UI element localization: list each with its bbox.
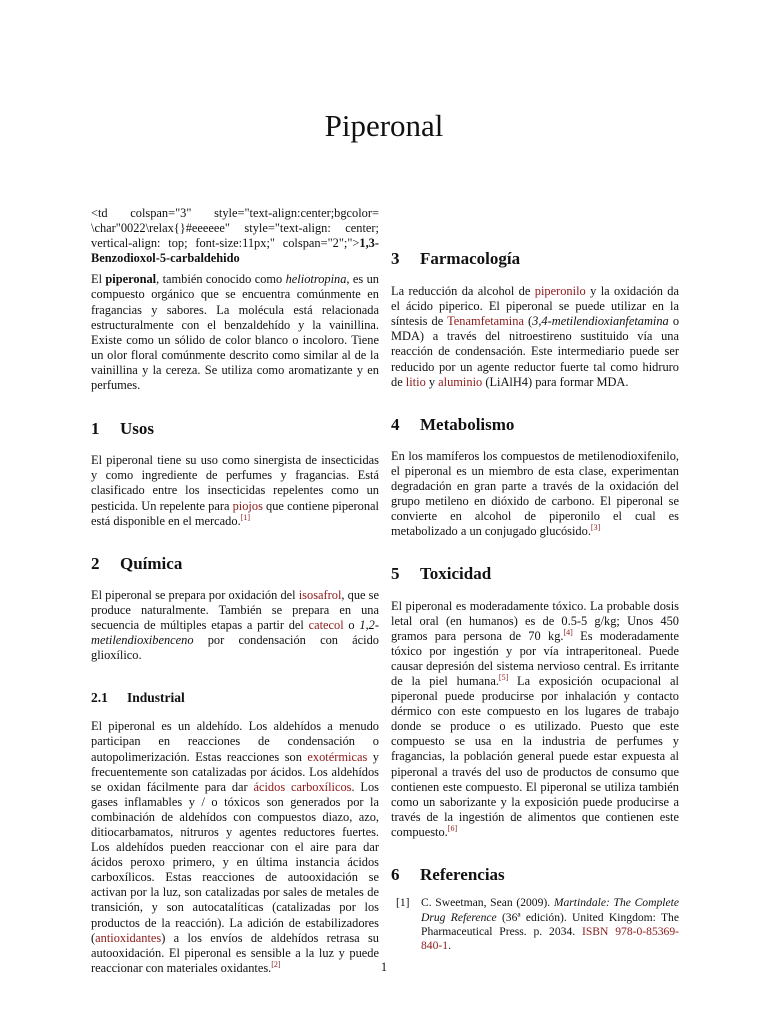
link-catecol[interactable]: catecol: [308, 617, 344, 632]
usos-paragraph: [91, 453, 379, 528]
link-tenamfetamina[interactable]: Tenamfetamina: [447, 314, 524, 329]
section-heading-metabolismo: [391, 414, 679, 434]
text-run: o MDA) a través del nitroestireno sustituido vía una reacción de condensación. Este intermediario puede ser reducido por un agente reductor fuerte tal como hidruro de: [391, 314, 680, 389]
link-antioxidantes[interactable]: antioxidantes: [95, 930, 162, 945]
text-run: que contiene piperonal está disponible en el mercado.: [91, 498, 379, 528]
reference-number: [1]: [396, 896, 410, 910]
section-heading-toxicidad: [391, 564, 679, 584]
infobox-code: <td colspan="3" style="text-align:center;bgcolor= \char"0022\relax{}#eeeeee" style="text-align: center; vertical-align: top; font-size:11px;" colspan="2";">: [91, 206, 379, 251]
infobox-bold-name: 1,3-Benzodioxol-5-carbaldehido: [91, 236, 379, 266]
text-run: y: [425, 374, 439, 389]
link-litio[interactable]: litio: [405, 374, 426, 389]
text-run: (: [523, 314, 533, 329]
citation-link[interactable]: [4]: [563, 627, 573, 637]
citation-link[interactable]: [3]: [590, 523, 601, 533]
text-run: , también conocido como: [156, 272, 286, 287]
text-run: ) a los envíos de aldehídos retrasa su autooxidación. El piperonal es sensible a la luz y puede reaccionar con materiales oxidantes.: [91, 930, 379, 975]
text-run: El piperonal tiene su uso como sinergista de insecticidas y como ingrediente de perfumes y fragancias. Está clasificado entre los insecticidas repelentes como un pesticida. Un repelente para: [91, 453, 379, 513]
text-run: , es un compuesto orgánico que se encuentra comúnmente en fragancias y sabores. La molécula está relacionada estructuralmente con el benzaldehído y la vainillina. Existe como un sólido de color blanco o incoloro. Tiene un olor floral comúnmente descrito como similar al de la vainillina y la cereza. Se utiliza como aromatizante y en perfumes.: [91, 272, 379, 393]
text-run: C. Sweetman, Sean (2009).: [421, 896, 554, 910]
link-piojos[interactable]: piojos: [232, 498, 263, 513]
isbn-link[interactable]: ISBN 978-0-85369-840-1: [421, 924, 679, 953]
text-run: por condensación con ácido glioxílico.: [91, 633, 379, 663]
italic-term: 1,2-metilendioxibenceno: [91, 617, 379, 648]
quimica-paragraph: [91, 588, 379, 663]
text-run: (36ª edición). United Kingdom: The Pharmaceutical Press. p. 2034.: [421, 910, 679, 938]
link-isosafrol[interactable]: isosafrol: [298, 587, 342, 602]
section-heading-referencias: [391, 867, 679, 882]
section-number: 3: [391, 249, 400, 268]
citation-link[interactable]: [5]: [498, 672, 509, 682]
link-piperonilo[interactable]: piperonilo: [534, 284, 586, 299]
text-run: (LiAlH4) para formar MDA.: [482, 374, 629, 389]
text-run: La reducción da alcohol de: [391, 284, 535, 299]
section-title: Farmacología: [420, 249, 521, 268]
text-run: .: [448, 939, 451, 953]
text-run: La exposición ocupacional al piperonal puede producirse por inhalación y contacto dérmico con este compuesto en los lugares de trabajo donde se produce o es utilizado. Puesto que este compuesto se usa en la industria de perfumes y fragancias, la población general puede estar expuesta al piperonal a través del uso de productos de consumo que contienen este compuesto. El piperonal se utiliza también como un saborizante y la exposición puede producirse a través de la ingestión de alimentos que contienen este compuesto.: [391, 673, 679, 839]
page-number: 1: [380, 960, 388, 974]
reference-text: [421, 896, 679, 954]
text-run: y la oxidación da el ácido piperico. El piperonal se puede utilizar en la síntesis de: [391, 284, 680, 329]
section-number: 4: [391, 414, 400, 434]
reference-item: [391, 896, 679, 954]
citation-link[interactable]: [6]: [447, 823, 458, 833]
text-run: y frecuentemente son catalizadas por ácidos. Los aldehídos se oxidan fácilmente para dar: [91, 749, 379, 794]
section-number: 6: [391, 865, 400, 884]
text-run: El piperonal se prepara por oxidación del: [91, 587, 299, 602]
subsection-title: Industrial: [127, 690, 185, 706]
right-column: [391, 251, 679, 954]
text-run: , que se produce naturalmente. También se prepara en una secuencia de múltiples etapas a partir del: [91, 587, 379, 632]
link-aluminio[interactable]: aluminio: [438, 374, 483, 389]
reference-title: Martindale: The Complete Drug Reference: [421, 896, 680, 924]
section-heading-farmacologia: [391, 251, 679, 266]
bold-term: piperonal: [105, 272, 157, 287]
section-title: Referencias: [420, 865, 505, 884]
intro-paragraph: [91, 272, 379, 393]
subsection-heading-industrial: [91, 690, 379, 705]
link-acidos-carboxilicos[interactable]: ácidos carboxílicos: [253, 779, 352, 794]
subsection-number: 2.1: [91, 690, 108, 706]
section-number: 2: [91, 553, 100, 573]
text-run: El: [91, 272, 106, 287]
section-number: 5: [391, 564, 400, 584]
section-title: Química: [120, 553, 183, 573]
industrial-paragraph: [91, 719, 379, 976]
left-column: [91, 206, 379, 976]
page-title: Piperonal: [324, 108, 444, 143]
italic-term: 3,4-metilendioxianfetamina: [532, 314, 669, 329]
citation-link[interactable]: [1]: [240, 512, 250, 522]
citation-link[interactable]: [2]: [271, 959, 281, 969]
section-title: Metabolismo: [420, 414, 515, 434]
section-heading-quimica: [91, 553, 379, 573]
toxicidad-paragraph: [391, 599, 679, 841]
link-exotermicas[interactable]: exotérmicas: [307, 749, 368, 764]
text-run: Es moderadamente tóxico por ingestión y por vía intraperitoneal. Puede causar depresión del sistema nervioso central. Es irritante de la piel humana.: [391, 628, 679, 688]
metabolismo-paragraph: [391, 449, 679, 540]
text-run: El piperonal es moderadamente tóxico. La probable dosis letal oral (en humanos) es de 0.5-5 g/kg; Unos 450 gramos para persona de 70 kg.: [391, 598, 679, 643]
section-number: 1: [91, 419, 100, 439]
section-heading-usos: [91, 419, 379, 439]
section-title: Toxicidad: [420, 564, 492, 584]
infobox-fragment: [91, 206, 379, 266]
text-run: En los mamíferos los compuestos de metilenodioxifenilo, el piperonal es un miembro de esta clase, experimentan degradación en gran parte a través de la oxidación del grupo metileno en dióxido de carbono. El piperonal se convierte en alcohol de piperonilo el cual es metabolizado a un conjugado glucósido.: [391, 448, 679, 539]
text-run: El piperonal es un aldehído. Los aldehídos a menudo participan en reacciones de condensación o autopolimerización. Estas reacciones son: [91, 719, 379, 764]
italic-term: heliotropina: [285, 272, 347, 287]
text-run: . Los gases inflamables y / o tóxicos son generados por la combinación de aldehídos con compuestos diazo, azo, ditiocarbamatos, nitruros y agentes reductores fuertes. Los aldehídos pueden reaccionar con el aire para dar ácidos peroxo primero, y en última instancia ácidos carboxílicos. Estas reacciones de autooxidación se activan por la luz, son catalizadas por sales de metales de transición, y son autocatalíticas (catalizadas por los productos de la reacción). La adición de estabilizadores (: [91, 779, 379, 945]
section-title: Usos: [120, 419, 155, 439]
text-run: o: [343, 617, 360, 632]
farmacologia-paragraph: [391, 284, 679, 390]
